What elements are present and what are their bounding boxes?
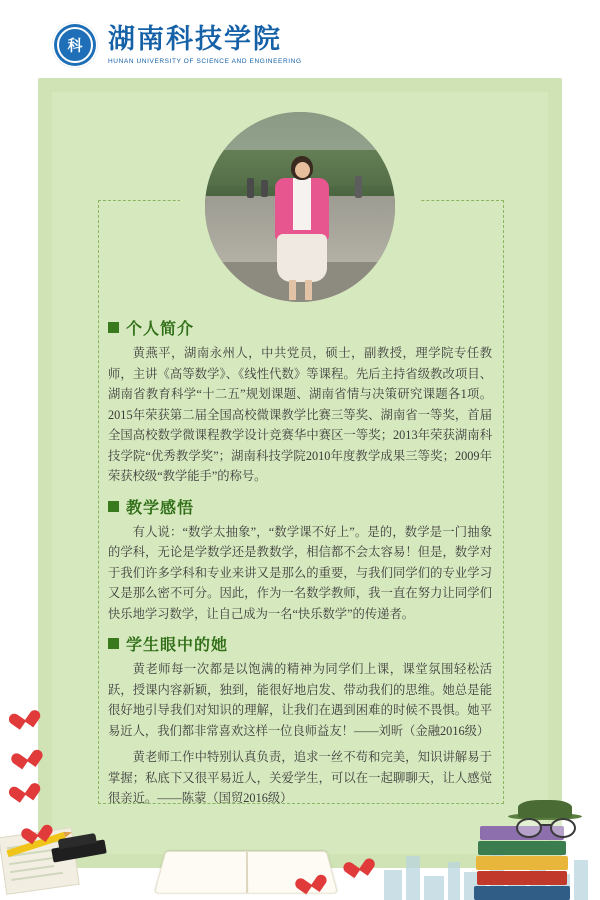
- square-bullet-icon: [108, 501, 119, 512]
- square-bullet-icon: [108, 638, 119, 649]
- section-teaching-header: [108, 495, 492, 518]
- section-students-title: 学生眼中的她: [126, 637, 229, 654]
- heart-icon: [299, 869, 317, 886]
- section-profile-title: 个人简介: [126, 321, 195, 338]
- brand-text: [108, 25, 302, 65]
- brand-header: [52, 22, 302, 68]
- photo-background-person: [247, 178, 254, 198]
- photo-background-person: [355, 176, 362, 198]
- section-teaching-title: 教学感悟: [126, 499, 195, 517]
- section-students-paragraph-2: 黄老师工作中特别认真负责，追求一丝不苟和完美，知识讲解易于掌握；私底下又很平易近人，关爱学生，可以在一起聊聊天，让人感觉很亲近。——陈蒙（国贸2016级）: [108, 750, 492, 805]
- heart-icon: [13, 776, 36, 797]
- poster-content: [108, 316, 492, 817]
- section-teaching: [108, 495, 492, 625]
- section-teaching-paragraph: 有人说：“数学太抽象”，“数学课不好上”。是的，数学是一门抽象的学科，无论是学数学还是教数学，相信都不会太容易！但是，数学对于我们许多学科和专业来讲又是那么的重要，与我们同学们的专业学习又是那么密不可分。因此，作为一名数学教师，我一直在努力让同学们快乐地学习数学，让自己成为一名“快乐数学”的传递者。: [108, 524, 492, 621]
- section-students-paragraph-1: 黄老师每一次都是以饱满的精神为同学们上课，课堂氛围轻松活跃，授课内容新颖，独到，能很好地启发、带动我们的思维。她总是能很好地引导我们对知识的理解，让我们在遇到困难的时候不畏惧。她平易近人，我们都非常喜欢这样一位良师益友！——刘昕（金融2016级）: [108, 662, 492, 738]
- section-profile-paragraph: 黄燕平，湖南永州人，中共党员，硕士，副教授，理学院专任教师，主讲《高等数学》、《线性代数》等课程。先后主持省级教改项目、湖南省教育科学“十二五”规划课题、湖南省情与决策研究课题各1项。2015年荣获第二届全国高校微课教学比赛三等奖、湖南省一等奖，首届全国高校数学微课程教学设计竞赛华中赛区一等奖；2013年荣获湖南科技学院“优秀教学奖”；湖南科技学院2010年度教学成果三等奖；2009年荣获校级“教学能手”的称号。: [108, 346, 492, 483]
- photo-subject-shirt: [293, 178, 311, 230]
- photo-subject-skirt: [277, 234, 327, 282]
- logo-mark-text: 科: [67, 38, 83, 55]
- photo-background-person: [261, 180, 268, 197]
- photo-subject-face: [295, 162, 310, 178]
- photo-subject-leg: [289, 280, 296, 300]
- heart-icon: [15, 744, 33, 761]
- section-profile: [108, 316, 492, 487]
- heart-icon: [13, 703, 36, 724]
- photo-subject-leg: [305, 280, 312, 300]
- teacher-photo: [205, 112, 395, 302]
- university-name-cn: 湖南科技学院: [108, 24, 282, 55]
- section-profile-header: [108, 316, 492, 339]
- section-students: [108, 632, 492, 809]
- section-students-header: [108, 632, 492, 655]
- university-logo-icon: [52, 22, 98, 68]
- square-bullet-icon: [108, 322, 119, 333]
- university-name-en: HUNAN UNIVERSITY OF SCIENCE AND ENGINEERING: [108, 57, 302, 65]
